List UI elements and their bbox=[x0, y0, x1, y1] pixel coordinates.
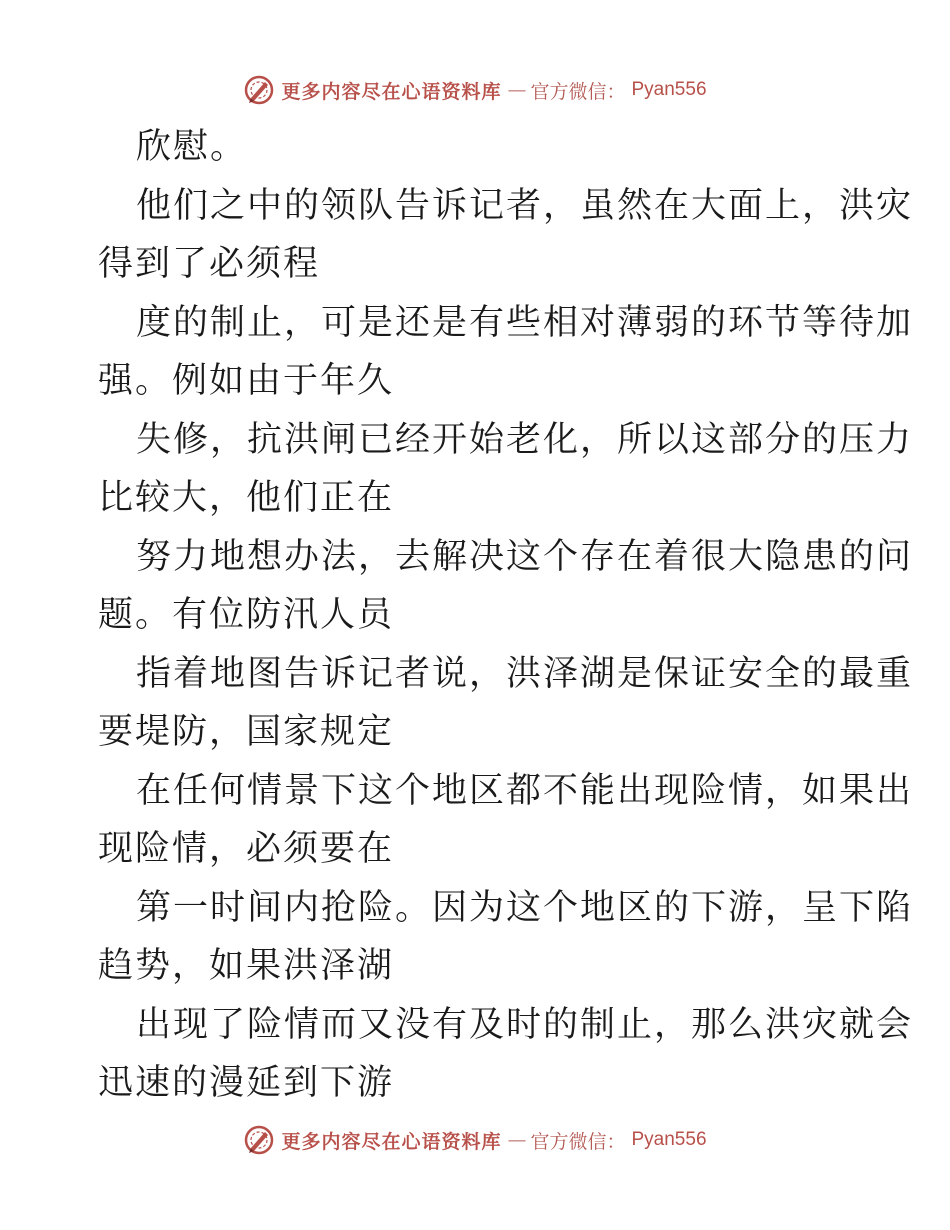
watermark-wechat-label: 官方微信： bbox=[530, 1130, 626, 1153]
page-footer-watermark bbox=[0, 1122, 950, 1158]
watermark-separator: — bbox=[507, 79, 525, 101]
body-line: 努力地想办法，去解决这个存在着很大隐患的问 bbox=[136, 536, 914, 577]
page-header-watermark bbox=[0, 72, 950, 108]
body-line: 趋势，如果洪泽湖 bbox=[98, 946, 395, 986]
watermark-brand: 更多内容尽在心语资料库 bbox=[281, 1130, 502, 1153]
body-line: 现险情，必须要在 bbox=[98, 829, 395, 869]
body-line: 失修，抗洪闸已经开始老化，所以这部分的压力 bbox=[136, 419, 914, 460]
ink-pen-seal-icon bbox=[243, 1124, 275, 1156]
body-line: 他们之中的领队告诉记者，虽然在大面上，洪灾 bbox=[136, 185, 914, 226]
watermark-wechat-id: Pyan556 bbox=[631, 1129, 707, 1150]
body-line: 度的制止，可是还是有些相对薄弱的环节等待加 bbox=[136, 302, 914, 343]
body-line: 出现了险情而又没有及时的制止，那么洪灾就会 bbox=[136, 1004, 914, 1045]
body-line: 欣慰。 bbox=[136, 127, 248, 167]
body-line: 强。例如由于年久 bbox=[98, 361, 395, 401]
body-line: 要堤防，国家规定 bbox=[98, 712, 395, 752]
body-line: 在任何情景下这个地区都不能出现险情，如果出 bbox=[136, 770, 914, 811]
watermark-wechat-label: 官方微信： bbox=[530, 80, 626, 103]
body-line: 第一时间内抢险。因为这个地区的下游，呈下陷 bbox=[136, 887, 914, 928]
body-line: 题。有位防汛人员 bbox=[98, 595, 395, 635]
body-line: 迅速的漫延到下游 bbox=[98, 1063, 395, 1103]
body-line: 得到了必须程 bbox=[98, 244, 321, 284]
ink-pen-seal-icon bbox=[243, 74, 275, 106]
document-body bbox=[98, 118, 914, 1113]
watermark-wechat-id: Pyan556 bbox=[631, 79, 707, 100]
body-line: 指着地图告诉记者说，洪泽湖是保证安全的最重 bbox=[136, 653, 914, 694]
watermark-separator: — bbox=[507, 1129, 525, 1151]
body-line: 比较大，他们正在 bbox=[98, 478, 395, 518]
watermark-brand: 更多内容尽在心语资料库 bbox=[281, 80, 502, 103]
